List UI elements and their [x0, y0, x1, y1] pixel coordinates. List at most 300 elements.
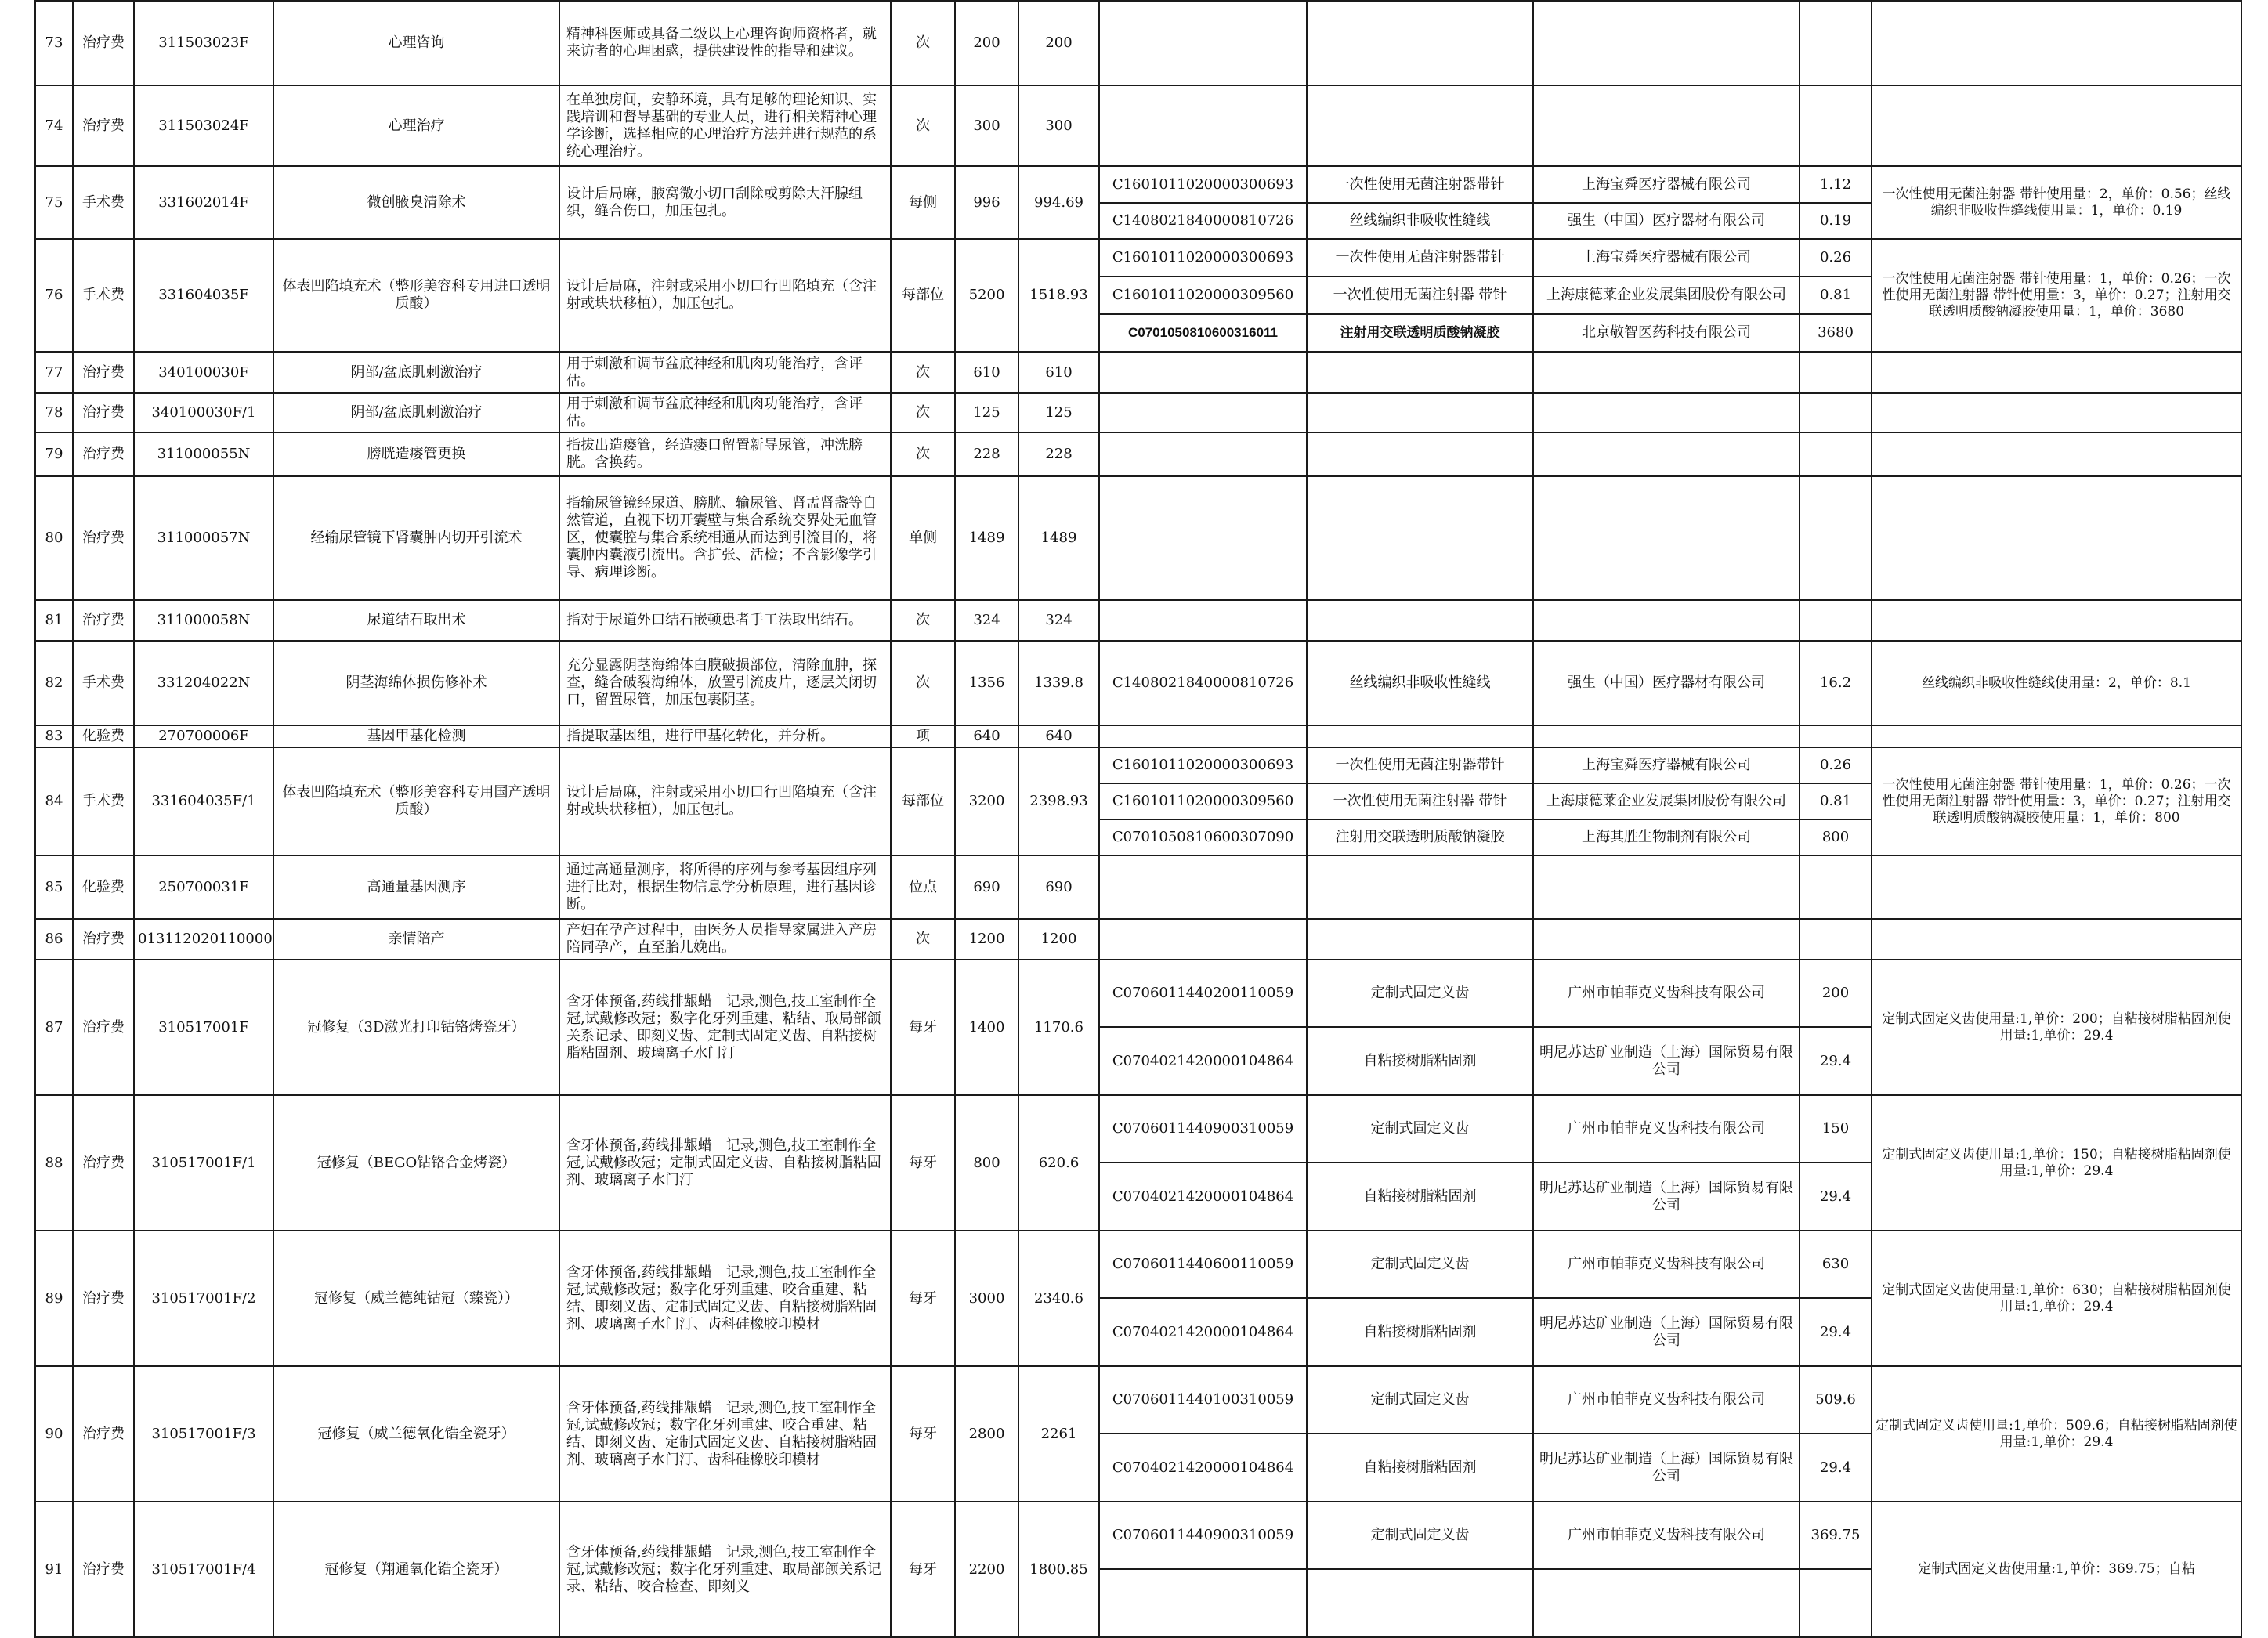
fee-category-cell: 治疗费: [73, 1, 134, 85]
table-row: [35, 1095, 2241, 1163]
service-price-cell: 228: [1018, 432, 1099, 476]
material-code-cell: C1601011020000309560: [1099, 277, 1307, 314]
pricing-unit-cell: 每牙: [891, 1502, 955, 1637]
pricing-unit-cell: 项: [891, 725, 955, 747]
material-code-cell: C0701050810600307090: [1099, 819, 1307, 855]
material-name-cell: 一次性使用无菌注射器带针: [1307, 239, 1533, 277]
item-code-cell: 340100030F: [134, 352, 273, 393]
material-code-cell: C1408021840000810726: [1099, 641, 1307, 725]
manufacturer-cell: [1533, 600, 1800, 641]
price-cell: 125: [955, 393, 1018, 432]
row-number-cell: 80: [35, 476, 73, 600]
material-price-cell: 150: [1800, 1095, 1872, 1163]
row-number-cell: 85: [35, 855, 73, 919]
manufacturer-cell: 上海宝舜医疗器械有限公司: [1533, 747, 1800, 783]
fee-category-cell: 治疗费: [73, 432, 134, 476]
pricing-unit-cell: 每部位: [891, 239, 955, 352]
item-name-cell: 亲情陪产: [273, 919, 559, 960]
pricing-unit-cell: 次: [891, 641, 955, 725]
price-cell: 996: [955, 166, 1018, 239]
material-name-cell: 一次性使用无菌注射器带针: [1307, 747, 1533, 783]
manufacturer-cell: [1533, 725, 1800, 747]
material-code-cell: C1601011020000300693: [1099, 747, 1307, 783]
material-code-cell: C1408021840000810726: [1099, 203, 1307, 239]
fee-category-cell: 治疗费: [73, 476, 134, 600]
price-cell: 2800: [955, 1366, 1018, 1502]
material-price-cell: 200: [1800, 960, 1872, 1027]
fee-category-cell: 治疗费: [73, 1366, 134, 1502]
manufacturer-cell: 广州市帕菲克义齿科技有限公司: [1533, 1502, 1800, 1569]
remark-cell: [1872, 476, 2241, 600]
material-name-cell: [1307, 352, 1533, 393]
remark-cell: [1872, 352, 2241, 393]
material-code-cell: C1601011020000300693: [1099, 166, 1307, 203]
table-row: [35, 641, 2241, 725]
material-price-cell: 16.2: [1800, 641, 1872, 725]
material-name-cell: 注射用交联透明质酸钠凝胶: [1307, 819, 1533, 855]
material-code-cell: [1099, 725, 1307, 747]
item-code-cell: 331204022N: [134, 641, 273, 725]
item-code-cell: 331604035F: [134, 239, 273, 352]
table-row: [35, 352, 2241, 393]
item-code-cell: 311000057N: [134, 476, 273, 600]
row-number-cell: 79: [35, 432, 73, 476]
item-description-cell: 用于刺激和调节盆底神经和肌肉功能治疗，含评估。: [559, 352, 891, 393]
service-price-cell: 300: [1018, 85, 1099, 166]
fee-category-cell: 治疗费: [73, 1095, 134, 1231]
material-code-cell: [1099, 476, 1307, 600]
manufacturer-cell: 明尼苏达矿业制造（上海）国际贸易有限公司: [1533, 1163, 1800, 1231]
remark-cell: [1872, 919, 2241, 960]
material-code-cell: [1099, 432, 1307, 476]
material-name-cell: [1307, 1, 1533, 85]
material-code-cell: C0704021420000104864: [1099, 1298, 1307, 1366]
manufacturer-cell: 广州市帕菲克义齿科技有限公司: [1533, 1231, 1800, 1298]
material-price-cell: 0.26: [1800, 747, 1872, 783]
material-price-cell: 29.4: [1800, 1298, 1872, 1366]
manufacturer-cell: [1533, 432, 1800, 476]
fee-category-cell: 治疗费: [73, 919, 134, 960]
item-code-cell: 310517001F/4: [134, 1502, 273, 1637]
material-price-cell: 0.81: [1800, 277, 1872, 314]
pricing-unit-cell: 每牙: [891, 960, 955, 1095]
price-table: [34, 0, 2242, 1638]
item-description-cell: 充分显露阴茎海绵体白膜破损部位，清除血肿，探查，缝合破裂海绵体，放置引流皮片，逐层关闭切口，留置尿管，加压包裹阴茎。: [559, 641, 891, 725]
material-code-cell: [1099, 1, 1307, 85]
material-name-cell: 自粘接树脂粘固剂: [1307, 1027, 1533, 1095]
service-price-cell: 640: [1018, 725, 1099, 747]
item-name-cell: 基因甲基化检测: [273, 725, 559, 747]
item-name-cell: 体表凹陷填充术（整形美容科专用进口透明质酸）: [273, 239, 559, 352]
manufacturer-cell: 明尼苏达矿业制造（上海）国际贸易有限公司: [1533, 1434, 1800, 1502]
material-price-cell: 0.81: [1800, 783, 1872, 819]
manufacturer-cell: 北京敬智医药科技有限公司: [1533, 314, 1800, 352]
material-name-cell: 一次性使用无菌注射器带针: [1307, 166, 1533, 203]
item-code-cell: 310517001F/3: [134, 1366, 273, 1502]
fee-category-cell: 治疗费: [73, 352, 134, 393]
service-price-cell: 620.6: [1018, 1095, 1099, 1231]
material-price-cell: 0.26: [1800, 239, 1872, 277]
item-name-cell: 冠修复（BEGO钴铬合金烤瓷）: [273, 1095, 559, 1231]
material-price-cell: [1800, 600, 1872, 641]
service-price-cell: 324: [1018, 600, 1099, 641]
row-number-cell: 78: [35, 393, 73, 432]
row-number-cell: 83: [35, 725, 73, 747]
service-price-cell: 1339.8: [1018, 641, 1099, 725]
table-row: [35, 1, 2241, 85]
fee-category-cell: 治疗费: [73, 1231, 134, 1366]
item-name-cell: 体表凹陷填充术（整形美容科专用国产透明质酸）: [273, 747, 559, 855]
service-price-cell: 1200: [1018, 919, 1099, 960]
table-row: [35, 432, 2241, 476]
fee-category-cell: 治疗费: [73, 1502, 134, 1637]
material-code-cell: [1099, 352, 1307, 393]
item-description-cell: 通过高通量测序，将所得的序列与参考基因组序列进行比对，根据生物信息学分析原理，进行基因诊断。: [559, 855, 891, 919]
remark-cell: 定制式固定义齿使用量:1,单价：369.75；自粘: [1872, 1502, 2241, 1637]
material-name-cell: 自粘接树脂粘固剂: [1307, 1434, 1533, 1502]
item-code-cell: 311503024F: [134, 85, 273, 166]
pricing-unit-cell: 每牙: [891, 1366, 955, 1502]
fee-category-cell: 化验费: [73, 725, 134, 747]
item-description-cell: 含牙体预备,药线排龈蜡 记录,测色,技工室制作全冠,试戴修改冠；数字化牙列重建、咬合重建、粘结、即刻义齿、定制式固定义齿、自粘接树脂粘固剂、玻璃离子水门汀、齿科硅橡胶印模材: [559, 1366, 891, 1502]
service-price-cell: 1489: [1018, 476, 1099, 600]
material-name-cell: 注射用交联透明质酸钠凝胶: [1307, 314, 1533, 352]
service-price-cell: 200: [1018, 1, 1099, 85]
service-price-cell: 610: [1018, 352, 1099, 393]
material-price-cell: [1800, 432, 1872, 476]
item-name-cell: 阴茎海绵体损伤修补术: [273, 641, 559, 725]
remark-cell: 一次性使用无菌注射器 带针使用量：1，单价：0.26；一次性使用无菌注射器 带针使用量：3，单价：0.27；注射用交联透明质酸钠凝胶使用量：1，单价：3680: [1872, 239, 2241, 352]
price-cell: 3200: [955, 747, 1018, 855]
manufacturer-cell: 强生（中国）医疗器材有限公司: [1533, 203, 1800, 239]
material-code-cell: C0704021420000104864: [1099, 1163, 1307, 1231]
service-price-cell: 2261: [1018, 1366, 1099, 1502]
row-number-cell: 73: [35, 1, 73, 85]
row-number-cell: 82: [35, 641, 73, 725]
remark-cell: 一次性使用无菌注射器 带针使用量：2，单价：0.56；丝线编织非吸收性缝线使用量：1，单价：0.19: [1872, 166, 2241, 239]
material-name-cell: [1307, 393, 1533, 432]
table-row: [35, 960, 2241, 1027]
service-price-cell: 994.69: [1018, 166, 1099, 239]
item-name-cell: 经输尿管镜下肾囊肿内切开引流术: [273, 476, 559, 600]
service-price-cell: 690: [1018, 855, 1099, 919]
fee-category-cell: 手术费: [73, 641, 134, 725]
material-price-cell: [1800, 476, 1872, 600]
remark-cell: 定制式固定义齿使用量:1,单价：630；自粘接树脂粘固剂使用量:1,单价：29.4: [1872, 1231, 2241, 1366]
item-description-cell: 含牙体预备,药线排龈蜡 记录,测色,技工室制作全冠,试戴修改冠；定制式固定义齿、自粘接树脂粘固剂、玻璃离子水门汀: [559, 1095, 891, 1231]
pricing-unit-cell: 次: [891, 393, 955, 432]
manufacturer-cell: [1533, 919, 1800, 960]
pricing-unit-cell: 单侧: [891, 476, 955, 600]
material-code-cell: [1099, 919, 1307, 960]
pricing-unit-cell: 每牙: [891, 1095, 955, 1231]
material-name-cell: [1307, 919, 1533, 960]
material-code-cell: C1601011020000309560: [1099, 783, 1307, 819]
item-name-cell: 高通量基因测序: [273, 855, 559, 919]
row-number-cell: 90: [35, 1366, 73, 1502]
remark-cell: [1872, 725, 2241, 747]
material-price-cell: 29.4: [1800, 1163, 1872, 1231]
item-code-cell: 311503023F: [134, 1, 273, 85]
price-cell: 1489: [955, 476, 1018, 600]
item-code-cell: 331602014F: [134, 166, 273, 239]
material-price-cell: [1800, 1, 1872, 85]
table-row: [35, 166, 2241, 203]
item-code-cell: 340100030F/1: [134, 393, 273, 432]
manufacturer-cell: 明尼苏达矿业制造（上海）国际贸易有限公司: [1533, 1027, 1800, 1095]
pricing-unit-cell: 每牙: [891, 1231, 955, 1366]
material-name-cell: 定制式固定义齿: [1307, 1502, 1533, 1569]
row-number-cell: 77: [35, 352, 73, 393]
item-code-cell: 331604035F/1: [134, 747, 273, 855]
material-code-cell: C0706011440600110059: [1099, 1231, 1307, 1298]
fee-category-cell: 化验费: [73, 855, 134, 919]
item-code-cell: 311000055N: [134, 432, 273, 476]
table-body: [35, 1, 2241, 1637]
material-name-cell: [1307, 85, 1533, 166]
price-cell: 610: [955, 352, 1018, 393]
material-code-cell: [1099, 1569, 1307, 1637]
remark-cell: 一次性使用无菌注射器 带针使用量：1，单价：0.26；一次性使用无菌注射器 带针使用量：3，单价：0.27；注射用交联透明质酸钠凝胶使用量：1，单价：800: [1872, 747, 2241, 855]
item-code-cell: 013112020110000: [134, 919, 273, 960]
price-cell: 640: [955, 725, 1018, 747]
item-description-cell: 在单独房间，安静环境，具有足够的理论知识、实践培训和督导基础的专业人员，进行相关精神心理学诊断，选择相应的心理治疗方法并进行规范的系统心理治疗。: [559, 85, 891, 166]
fee-category-cell: 治疗费: [73, 393, 134, 432]
manufacturer-cell: [1533, 1, 1800, 85]
material-name-cell: [1307, 1569, 1533, 1637]
item-name-cell: 阴部/盆底肌刺激治疗: [273, 352, 559, 393]
item-description-cell: 用于刺激和调节盆底神经和肌肉功能治疗，含评估。: [559, 393, 891, 432]
manufacturer-cell: 明尼苏达矿业制造（上海）国际贸易有限公司: [1533, 1298, 1800, 1366]
table-row: [35, 600, 2241, 641]
material-name-cell: 定制式固定义齿: [1307, 960, 1533, 1027]
row-number-cell: 87: [35, 960, 73, 1095]
service-price-cell: 1800.85: [1018, 1502, 1099, 1637]
price-cell: 1200: [955, 919, 1018, 960]
item-name-cell: 冠修复（威兰德纯钴冠（臻瓷））: [273, 1231, 559, 1366]
table-row: [35, 919, 2241, 960]
material-price-cell: [1800, 855, 1872, 919]
material-price-cell: 509.6: [1800, 1366, 1872, 1434]
pricing-unit-cell: 次: [891, 352, 955, 393]
table-row: [35, 1366, 2241, 1434]
pricing-unit-cell: 次: [891, 919, 955, 960]
material-name-cell: [1307, 476, 1533, 600]
service-price-cell: 1170.6: [1018, 960, 1099, 1095]
material-code-cell: C0706011440100310059: [1099, 1366, 1307, 1434]
material-code-cell: C0706011440900310059: [1099, 1502, 1307, 1569]
table-row: [35, 1502, 2241, 1569]
table-row: [35, 85, 2241, 166]
item-description-cell: 含牙体预备,药线排龈蜡 记录,测色,技工室制作全冠,试戴修改冠；数字化牙列重建、取局部颌关系记录、粘结、咬合检查、即刻义: [559, 1502, 891, 1637]
item-description-cell: 指拔出造瘘管，经造瘘口留置新导尿管，冲洗膀胱。含换药。: [559, 432, 891, 476]
manufacturer-cell: [1533, 855, 1800, 919]
row-number-cell: 84: [35, 747, 73, 855]
material-price-cell: 800: [1800, 819, 1872, 855]
material-code-cell: [1099, 855, 1307, 919]
price-cell: 200: [955, 1, 1018, 85]
price-cell: 5200: [955, 239, 1018, 352]
fee-category-cell: 手术费: [73, 166, 134, 239]
fee-category-cell: 手术费: [73, 747, 134, 855]
row-number-cell: 86: [35, 919, 73, 960]
material-code-cell: C0704021420000104864: [1099, 1027, 1307, 1095]
material-price-cell: [1800, 393, 1872, 432]
pricing-unit-cell: 次: [891, 85, 955, 166]
table-row: [35, 855, 2241, 919]
material-price-cell: 369.75: [1800, 1502, 1872, 1569]
material-code-cell: C0706011440200110059: [1099, 960, 1307, 1027]
manufacturer-cell: [1533, 85, 1800, 166]
table-row: [35, 393, 2241, 432]
material-code-cell: C0706011440900310059: [1099, 1095, 1307, 1163]
table-row: [35, 476, 2241, 600]
material-name-cell: [1307, 855, 1533, 919]
remark-cell: 丝线编织非吸收性缝线使用量：2，单价：8.1: [1872, 641, 2241, 725]
row-number-cell: 88: [35, 1095, 73, 1231]
material-price-cell: 1.12: [1800, 166, 1872, 203]
item-description-cell: 精神科医师或具备二级以上心理咨询师资格者，就来访者的心理困惑，提供建设性的指导和建议。: [559, 1, 891, 85]
item-name-cell: 冠修复（威兰德氧化锆全瓷牙）: [273, 1366, 559, 1502]
material-code-cell: C1601011020000300693: [1099, 239, 1307, 277]
remark-cell: 定制式固定义齿使用量:1,单价：509.6；自粘接树脂粘固剂使用量:1,单价：29.4: [1872, 1366, 2241, 1502]
price-table-sheet: [34, 0, 2241, 1595]
service-price-cell: 1518.93: [1018, 239, 1099, 352]
price-cell: 690: [955, 855, 1018, 919]
manufacturer-cell: [1533, 393, 1800, 432]
item-description-cell: 指对于尿道外口结石嵌顿患者手工法取出结石。: [559, 600, 891, 641]
pricing-unit-cell: 位点: [891, 855, 955, 919]
item-code-cell: 310517001F/2: [134, 1231, 273, 1366]
material-code-cell: C0704021420000104864: [1099, 1434, 1307, 1502]
item-code-cell: 311000058N: [134, 600, 273, 641]
item-code-cell: 310517001F/1: [134, 1095, 273, 1231]
material-name-cell: [1307, 432, 1533, 476]
row-number-cell: 81: [35, 600, 73, 641]
service-price-cell: 125: [1018, 393, 1099, 432]
price-cell: 1356: [955, 641, 1018, 725]
material-name-cell: [1307, 600, 1533, 641]
item-description-cell: 设计后局麻，注射或采用小切口行凹陷填充（含注射或块状移植），加压包扎。: [559, 239, 891, 352]
item-code-cell: 250700031F: [134, 855, 273, 919]
manufacturer-cell: 上海康德莱企业发展集团股份有限公司: [1533, 277, 1800, 314]
manufacturer-cell: 上海康德莱企业发展集团股份有限公司: [1533, 783, 1800, 819]
pricing-unit-cell: 次: [891, 432, 955, 476]
item-name-cell: 冠修复（3D激光打印钴铬烤瓷牙）: [273, 960, 559, 1095]
price-cell: 300: [955, 85, 1018, 166]
material-name-cell: 一次性使用无菌注射器 带针: [1307, 277, 1533, 314]
item-description-cell: 含牙体预备,药线排龈蜡 记录,测色,技工室制作全冠,试戴修改冠；数字化牙列重建、粘结、取局部颌关系记录、即刻义齿、定制式固定义齿、自粘接树脂粘固剂、玻璃离子水门汀: [559, 960, 891, 1095]
price-cell: 1400: [955, 960, 1018, 1095]
item-description-cell: 产妇在孕产过程中，由医务人员指导家属进入产房陪同孕产，直至胎儿娩出。: [559, 919, 891, 960]
remark-cell: [1872, 393, 2241, 432]
material-name-cell: 一次性使用无菌注射器 带针: [1307, 783, 1533, 819]
material-price-cell: [1800, 725, 1872, 747]
service-price-cell: 2340.6: [1018, 1231, 1099, 1366]
manufacturer-cell: 广州市帕菲克义齿科技有限公司: [1533, 1095, 1800, 1163]
material-price-cell: 630: [1800, 1231, 1872, 1298]
manufacturer-cell: 上海宝舜医疗器械有限公司: [1533, 166, 1800, 203]
manufacturer-cell: [1533, 352, 1800, 393]
item-name-cell: 冠修复（翔通氧化锆全瓷牙）: [273, 1502, 559, 1637]
material-code-cell: [1099, 393, 1307, 432]
item-name-cell: 阴部/盆底肌刺激治疗: [273, 393, 559, 432]
item-name-cell: 心理咨询: [273, 1, 559, 85]
item-description-cell: 设计后局麻，注射或采用小切口行凹陷填充（含注射或块状移植），加压包扎。: [559, 747, 891, 855]
service-price-cell: 2398.93: [1018, 747, 1099, 855]
fee-category-cell: 治疗费: [73, 600, 134, 641]
remark-cell: 定制式固定义齿使用量:1,单价：150；自粘接树脂粘固剂使用量:1,单价：29.4: [1872, 1095, 2241, 1231]
item-description-cell: 指输尿管镜经尿道、膀胱、输尿管、肾盂肾盏等自然管道，直视下切开囊壁与集合系统交界处无血管区，使囊腔与集合系统相通从而达到引流目的，将囊肿内囊液引流出。含扩张、活检；不含影像学引导、病理诊断。: [559, 476, 891, 600]
manufacturer-cell: [1533, 476, 1800, 600]
row-number-cell: 75: [35, 166, 73, 239]
fee-category-cell: 手术费: [73, 239, 134, 352]
material-price-cell: [1800, 1569, 1872, 1637]
row-number-cell: 89: [35, 1231, 73, 1366]
remark-cell: [1872, 432, 2241, 476]
item-description-cell: 含牙体预备,药线排龈蜡 记录,测色,技工室制作全冠,试戴修改冠；数字化牙列重建、咬合重建、粘结、即刻义齿、定制式固定义齿、自粘接树脂粘固剂、玻璃离子水门汀、齿科硅橡胶印模材: [559, 1231, 891, 1366]
item-name-cell: 心理治疗: [273, 85, 559, 166]
table-row: [35, 747, 2241, 783]
remark-cell: [1872, 600, 2241, 641]
item-description-cell: 指提取基因组，进行甲基化转化，并分析。: [559, 725, 891, 747]
manufacturer-cell: 上海宝舜医疗器械有限公司: [1533, 239, 1800, 277]
remark-cell: [1872, 1, 2241, 85]
price-cell: 2200: [955, 1502, 1018, 1637]
price-cell: 228: [955, 432, 1018, 476]
manufacturer-cell: 广州市帕菲克义齿科技有限公司: [1533, 1366, 1800, 1434]
table-row: [35, 239, 2241, 277]
material-name-cell: 丝线编织非吸收性缝线: [1307, 641, 1533, 725]
material-code-cell: [1099, 85, 1307, 166]
item-code-cell: 310517001F: [134, 960, 273, 1095]
row-number-cell: 91: [35, 1502, 73, 1637]
item-code-cell: 270700006F: [134, 725, 273, 747]
remark-cell: 定制式固定义齿使用量:1,单价：200；自粘接树脂粘固剂使用量:1,单价：29.4: [1872, 960, 2241, 1095]
material-price-cell: [1800, 85, 1872, 166]
material-code-cell: C0701050810600316011: [1099, 314, 1307, 352]
table-row: [35, 1231, 2241, 1298]
pricing-unit-cell: 每侧: [891, 166, 955, 239]
row-number-cell: 74: [35, 85, 73, 166]
manufacturer-cell: 上海其胜生物制剂有限公司: [1533, 819, 1800, 855]
remark-cell: [1872, 85, 2241, 166]
material-price-cell: 3680: [1800, 314, 1872, 352]
fee-category-cell: 治疗费: [73, 960, 134, 1095]
price-cell: 800: [955, 1095, 1018, 1231]
pricing-unit-cell: 次: [891, 1, 955, 85]
manufacturer-cell: 广州市帕菲克义齿科技有限公司: [1533, 960, 1800, 1027]
material-name-cell: 定制式固定义齿: [1307, 1231, 1533, 1298]
pricing-unit-cell: 每部位: [891, 747, 955, 855]
row-number-cell: 76: [35, 239, 73, 352]
material-price-cell: 0.19: [1800, 203, 1872, 239]
material-name-cell: [1307, 725, 1533, 747]
material-price-cell: [1800, 352, 1872, 393]
material-name-cell: 定制式固定义齿: [1307, 1095, 1533, 1163]
material-name-cell: 定制式固定义齿: [1307, 1366, 1533, 1434]
material-name-cell: 自粘接树脂粘固剂: [1307, 1298, 1533, 1366]
material-price-cell: [1800, 919, 1872, 960]
item-name-cell: 尿道结石取出术: [273, 600, 559, 641]
manufacturer-cell: 强生（中国）医疗器材有限公司: [1533, 641, 1800, 725]
remark-cell: [1872, 855, 2241, 919]
manufacturer-cell: [1533, 1569, 1800, 1637]
material-price-cell: 29.4: [1800, 1027, 1872, 1095]
item-description-cell: 设计后局麻，腋窝微小切口刮除或剪除大汗腺组织，缝合伤口，加压包扎。: [559, 166, 891, 239]
material-name-cell: 自粘接树脂粘固剂: [1307, 1163, 1533, 1231]
material-price-cell: 29.4: [1800, 1434, 1872, 1502]
